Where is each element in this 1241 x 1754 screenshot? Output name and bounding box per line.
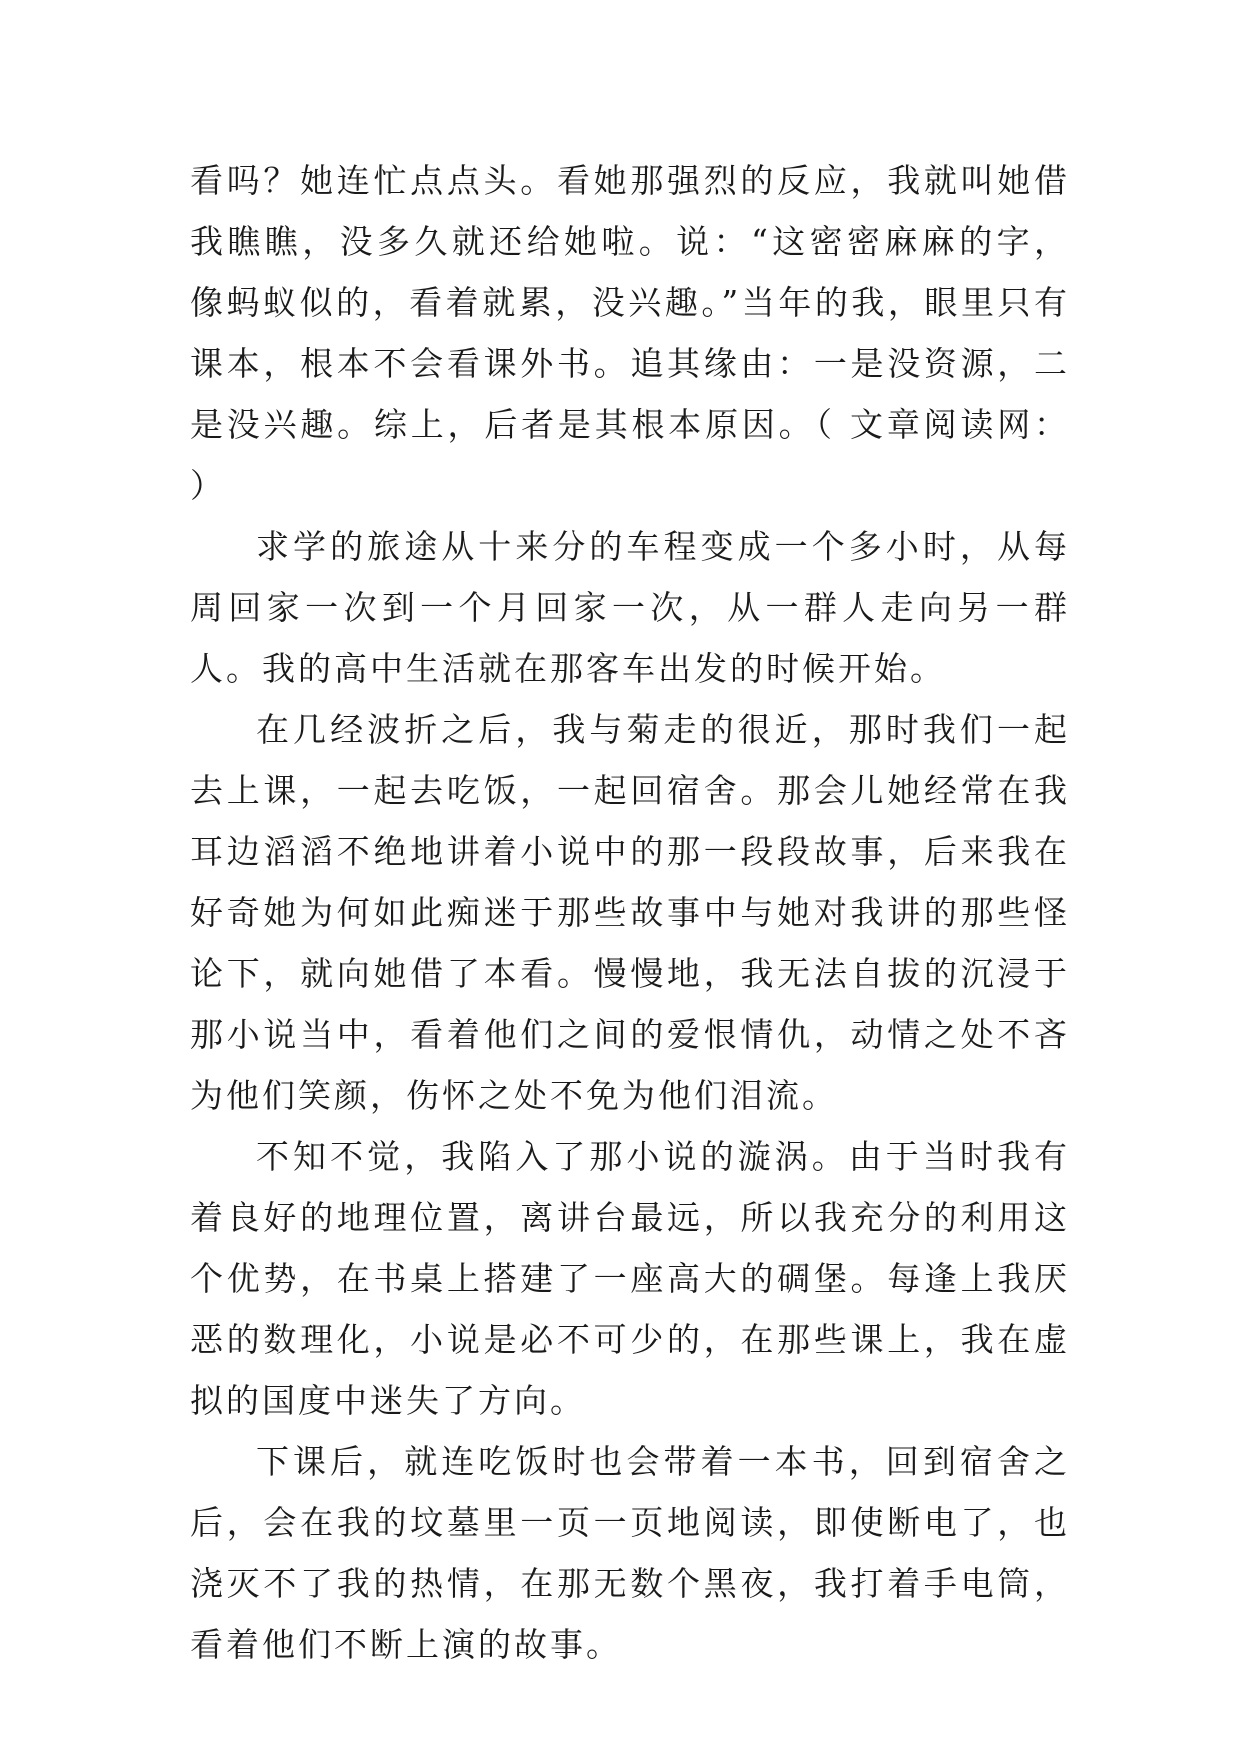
document-page	[190, 150, 1070, 1675]
paragraph-2: 求学的旅途从十来分的车程变成一个多小时，从每周回家一次到一个月回家一次，从一群人走向另一群人。我的高中生活就在那客车出发的时候开始。	[190, 527, 1070, 688]
paragraph-1: 看吗？她连忙点点头。看她那强烈的反应，我就叫她借我瞧瞧，没多久就还给她啦。说：“这密密麻麻的字，像蚂蚁似的，看着就累，没兴趣。”当年的我，眼里只有课本，根本不会看课外书。追其缘由：一是没资源，二是没兴趣。综上，后者是其根本原因。（ 文章阅读网： ）	[190, 161, 1070, 505]
paragraph-3: 在几经波折之后，我与菊走的很近，那时我们一起去上课，一起去吃饭，一起回宿舍。那会儿她经常在我耳边滔滔不绝地讲着小说中的那一段段故事，后来我在好奇她为何如此痴迷于那些故事中与她对我讲的那些怪论下，就向她借了本看。慢慢地，我无法自拔的沉浸于那小说当中，看着他们之间的爱恨情仇，动情之处不吝为他们笑颜，伤怀之处不免为他们泪流。	[190, 710, 1070, 1115]
paragraph-5: 下课后，就连吃饭时也会带着一本书，回到宿舍之后，会在我的坟墓里一页一页地阅读，即使断电了，也浇灭不了我的热情，在那无数个黑夜，我打着手电筒，看着他们不断上演的故事。	[190, 1442, 1070, 1664]
paragraph-4: 不知不觉，我陷入了那小说的漩涡。由于当时我有着良好的地理位置，离讲台最远，所以我充分的利用这个优势，在书桌上搭建了一座高大的碉堡。每逢上我厌恶的数理化，小说是必不可少的，在那些课上，我在虚拟的国度中迷失了方向。	[190, 1137, 1070, 1420]
